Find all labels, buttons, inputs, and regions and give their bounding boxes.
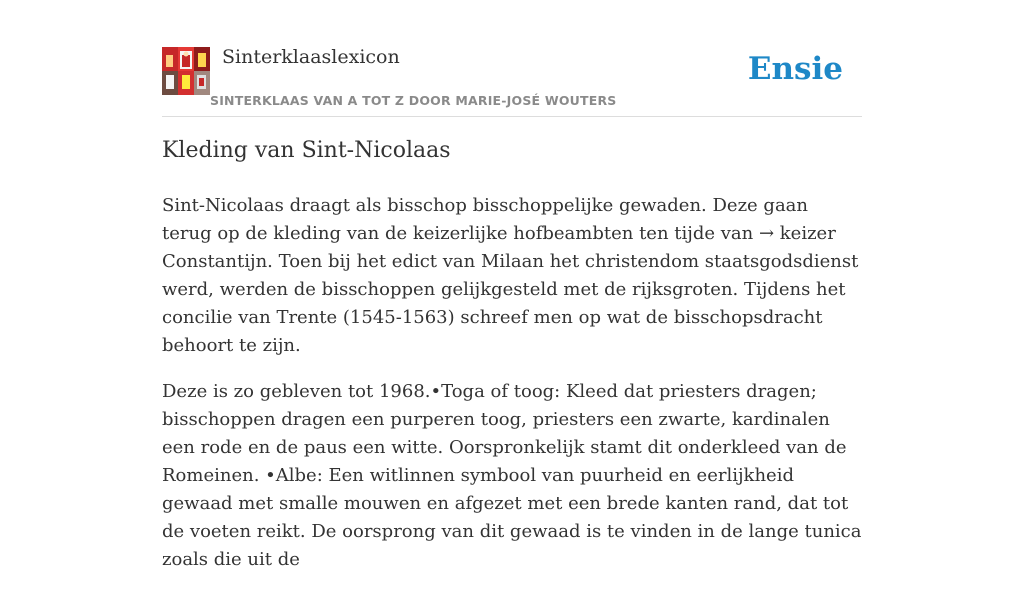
article-paragraph-2: Deze is zo gebleven tot 1968.•Toga of toog: Kleed dat priesters dragen; bisschoppen dragen een purperen toog, priesters een zwarte, kardinalen een rode en de paus een witte. Oorspronkelijk stamt dit onderkleed van de Romeinen. •Albe: Een witlinnen symbool van puurheid en eerlijkheid gewaad met smalle mouwen en afgezet met een brede kanten rand, dat tot de voeten reikt. De oorsprong van dit gewaad is te vinden in de lange tunica zoals die uit de <box>162 381 862 570</box>
lexicon-name-link[interactable]: Sinterklaaslexicon <box>222 46 400 68</box>
avatar-collage-image <box>162 47 210 95</box>
article-title: Kleding van Sint-Nicolaas <box>162 138 451 163</box>
lexicon-subtitle: SINTERKLAAS VAN A TOT Z DOOR MARIE-JOSÉ WOUTERS <box>210 93 617 108</box>
article-body <box>162 192 862 592</box>
lexicon-avatar[interactable] <box>162 47 210 95</box>
article-paragraph-1: Sint-Nicolaas draagt als bisschop bisschoppelijke gewaden. Deze gaan terug op de kleding van de keizerlijke hofbeambten ten tijde van → keizer Constantijn. Toen bij het edict van Milaan het christendom staatsgodsdienst werd, werden de bisschoppen gelijkgesteld met de rijksgroten. Tijdens het concilie van Trente (1545-1563) schreef men op wat de bisschopsdracht behoort te zijn. <box>162 195 859 356</box>
site-header <box>162 0 862 117</box>
ensie-logo[interactable]: Ensie <box>747 51 843 87</box>
